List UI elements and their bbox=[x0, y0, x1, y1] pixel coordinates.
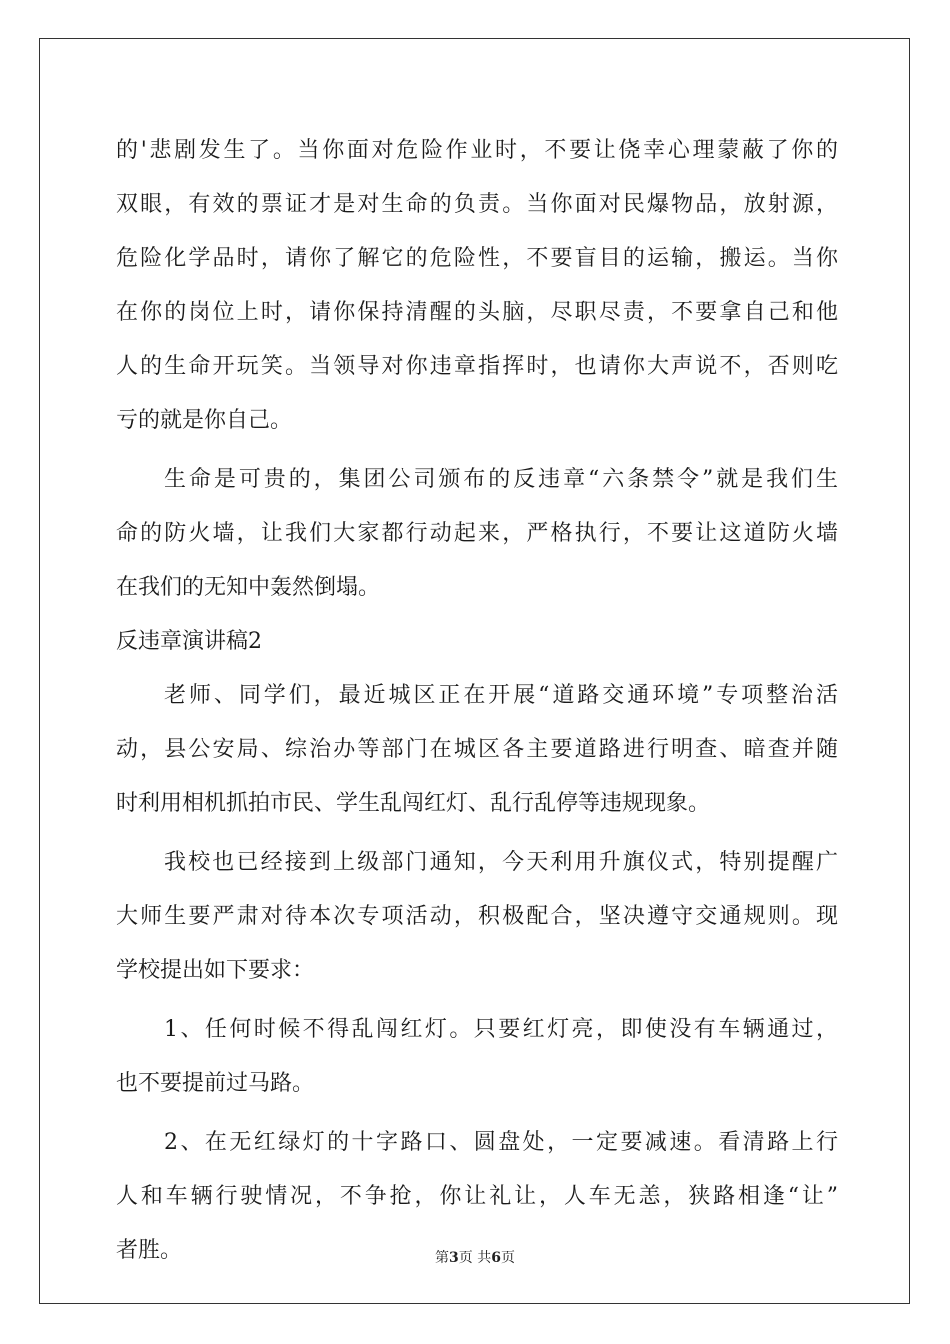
paragraph-line: 老师、同学们，最近城区正在开展“道路交通环境”专项整治活 bbox=[164, 683, 838, 708]
paragraph-line: 生命是可贵的，集团公司颁布的反违章“六条禁令”就是我们生 bbox=[164, 467, 838, 492]
paragraph-line: 命的防火墙，让我们大家都行动起来，严格执行，不要让这道防火墙 bbox=[116, 521, 838, 546]
section-heading: 反违章演讲稿2 bbox=[116, 629, 262, 654]
paragraph-line: 的'悲剧发生了。当你面对危险作业时，不要让侥幸心理蒙蔽了你的 bbox=[116, 138, 838, 163]
paragraph-line: 时利用相机抓拍市民、学生乱闯红灯、乱行乱停等违规现象。 bbox=[116, 791, 711, 816]
paragraph-line: 者胜。 bbox=[116, 1238, 183, 1263]
page-footer bbox=[0, 1247, 950, 1267]
paragraph bbox=[116, 124, 838, 448]
paragraph bbox=[116, 453, 838, 615]
footer-suffix: 页 bbox=[500, 1250, 515, 1266]
paragraph-line: 2、在无红绿灯的十字路口、圆盘处，一定要减速。看清路上行 bbox=[164, 1130, 838, 1155]
paragraph-line: 在你的岗位上时，请你保持清醒的头脑，尽职尽责，不要拿自己和他 bbox=[116, 300, 838, 325]
paragraph-line: 大师生要严肃对待本次专项活动，积极配合，坚决遵守交通规则。现 bbox=[116, 904, 838, 929]
paragraph bbox=[116, 669, 838, 831]
paragraph-line: 双眼，有效的票证才是对生命的负责。当你面对民爆物品，放射源， bbox=[116, 192, 838, 217]
paragraph bbox=[116, 1003, 838, 1111]
document-body bbox=[116, 124, 838, 1278]
paragraph-line: 我校也已经接到上级部门通知，今天利用升旗仪式，特别提醒广 bbox=[164, 850, 838, 875]
footer-prefix: 第 bbox=[435, 1250, 450, 1266]
paragraph-line: 也不要提前过马路。 bbox=[116, 1071, 315, 1096]
paragraph-line: 亏的就是你自己。 bbox=[116, 408, 293, 433]
paragraph bbox=[116, 836, 838, 998]
paragraph-line: 危险化学品时，请你了解它的危险性，不要盲目的运输，搬运。当你 bbox=[116, 246, 838, 271]
footer-total-pages: 6 bbox=[491, 1250, 501, 1266]
paragraph-line: 1、任何时候不得乱闯红灯。只要红灯亮，即使没有车辆通过， bbox=[164, 1017, 838, 1042]
paragraph-line: 学校提出如下要求： bbox=[116, 958, 315, 983]
paragraph-line: 人的生命开玩笑。当领导对你违章指挥时，也请你大声说不，否则吃 bbox=[116, 354, 838, 379]
paragraph-line: 人和车辆行驶情况，不争抢，你让礼让，人车无恙，狭路相逢“让” bbox=[116, 1184, 838, 1209]
paragraph-line: 动，县公安局、综治办等部门在城区各主要道路进行明查、暗查并随 bbox=[116, 737, 838, 762]
footer-current-page: 3 bbox=[449, 1250, 459, 1266]
paragraph-line: 在我们的无知中轰然倒塌。 bbox=[116, 575, 381, 600]
footer-mid: 页 共 bbox=[458, 1250, 492, 1266]
